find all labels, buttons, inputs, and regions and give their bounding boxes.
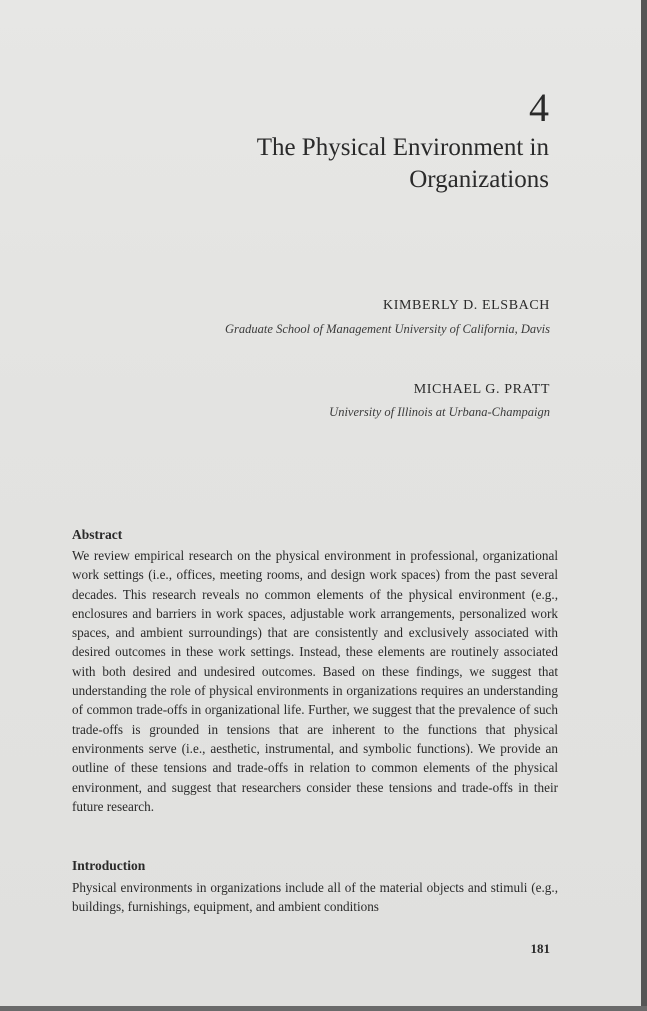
author-block [170, 381, 550, 422]
chapter-number: 4 [529, 85, 549, 130]
author-name: KIMBERLY D. ELSBACH [383, 298, 550, 313]
author-name: MICHAEL G. PRATT [413, 382, 550, 397]
page-edge-shadow [641, 0, 647, 1011]
author-affiliation: Graduate School of Management University of California, Davis [225, 322, 550, 336]
chapter-title: The Physical Environment in Organizations [256, 134, 549, 193]
author-affiliation: University of Illinois at Urbana-Champaign [329, 405, 550, 419]
introduction-heading: Introduction [72, 858, 146, 873]
abstract-heading: Abstract [72, 527, 123, 542]
page-edge-shadow [0, 1006, 647, 1011]
abstract-text: We review empirical research on the physical environment in professional, organizational work settings (i.e., offices, meeting rooms, and design work spaces) from the past several decades. This research reveals no common elements of the physical environment (e.g., enclosures and barriers in work spaces, adjustable work arrangements, personalized work spaces, and ambient surroundings) that are consistently and exclusively associated with desired outcomes in these work settings. Instead, these elements are routinely associated with both desired and undesired outcomes. Based on these findings, we suggest that understanding the role of physical environments in organizations requires an understanding of common trade-offs in organizational life. Further, we suggest that the prevalence of such trade-offs is grounded in tensions that are inherent to the functions that physical environments serve (i.e., aesthetic, instrumental, and symbolic functions). We provide an outline of these tensions and trade-offs in relation to common elements of the physical environment, and suggest that researchers consider these tensions and trade-offs in their future research. [72, 548, 558, 814]
page-number: 181 [530, 941, 550, 956]
author-block [170, 297, 550, 339]
introduction-text: Physical environments in organizations include all of the material objects and stimuli (e.g., buildings, furnishings, equipment, and ambient conditions [72, 880, 558, 915]
